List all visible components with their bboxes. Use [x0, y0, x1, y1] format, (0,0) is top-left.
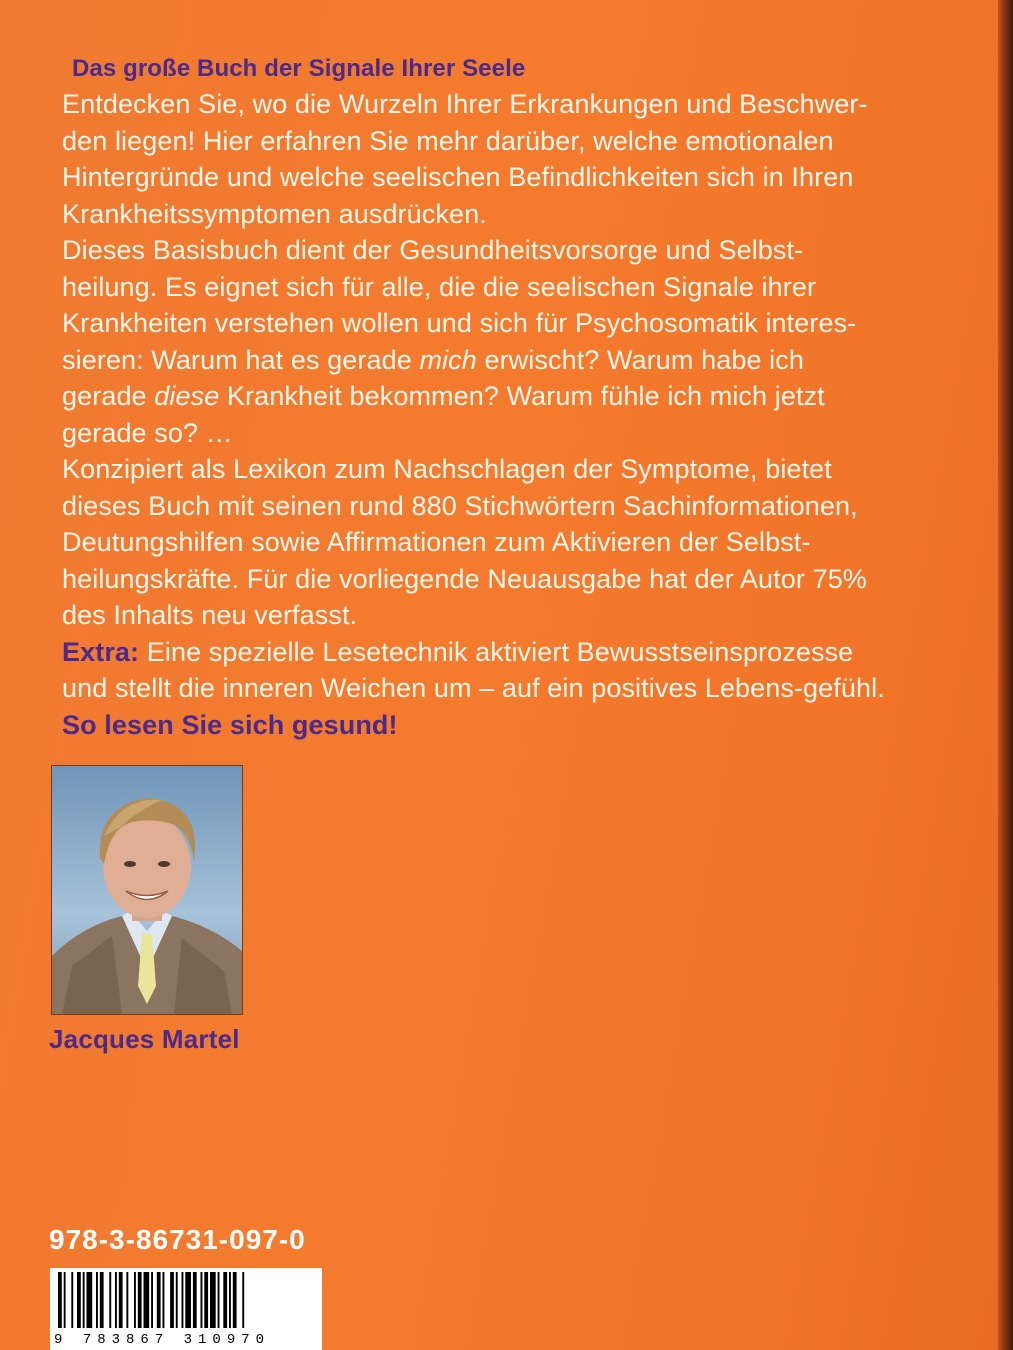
extra-cta: So lesen Sie sich gesund!	[62, 709, 398, 740]
cover-edge	[998, 0, 1013, 1350]
barcode	[50, 1268, 322, 1350]
isbn: 978-3-86731-097-0	[49, 1224, 306, 1255]
extra-text: Eine spezielle Lesetechnik aktiviert Bewusstseinsprozesse und stellt die inneren Weichen um – auf ein positives Lebens-gefühl.	[62, 636, 885, 703]
barcode-bars-icon	[50, 1268, 322, 1330]
blurb-extra	[62, 634, 892, 744]
extra-label: Extra:	[62, 636, 140, 667]
barcode-digits: 9 783867 310970	[54, 1332, 271, 1348]
book-title: Das große Buch der Signale Ihrer Seele	[72, 55, 526, 82]
blurb-paragraph-1: Entdecken Sie, wo die Wurzeln Ihrer Erkrankungen und Beschwer-den liegen! Hier erfahren Sie mehr darüber, welche emotionalen Hintergründe und welche seelischen Befindlichkeiten sich in Ihren Krankheitssymptomen ausdrücken.	[62, 89, 868, 229]
p2-part-2: erwischt? Warum habe ich gerade	[62, 344, 804, 411]
p2-emphasis-diese: diese	[154, 381, 220, 411]
author-portrait-icon	[52, 766, 242, 1014]
author-name: Jacques Martel	[49, 1024, 240, 1054]
p2-part-1: Dieses Basisbuch dient der Gesundheitsvorsorge und Selbst-heilung. Es eignet sich für alle, die die seelischen Signale ihrer Krankheiten verstehen wollen und sich für Psychosomatik interes-sieren: Warum hat es gerade	[62, 235, 857, 375]
p2-part-3: Krankheit bekommen? Warum fühle ich mich jetzt gerade so? …	[62, 381, 825, 448]
blurb-paragraph-3: Konzipiert als Lexikon zum Nachschlagen der Symptome, bietet dieses Buch mit seinen rund 880 Stichwörtern Sachinformationen, Deutungshilfen sowie Affirmationen zum Aktivieren der Selbst-heilungskräfte. Für die vorliegende Neuausgabe hat der Autor 75% des Inhalts neu verfasst.	[62, 454, 867, 630]
p2-emphasis-mich: mich	[419, 344, 477, 375]
author-photo	[51, 765, 243, 1015]
blurb	[62, 52, 892, 743]
blurb-paragraph-2	[62, 232, 892, 451]
